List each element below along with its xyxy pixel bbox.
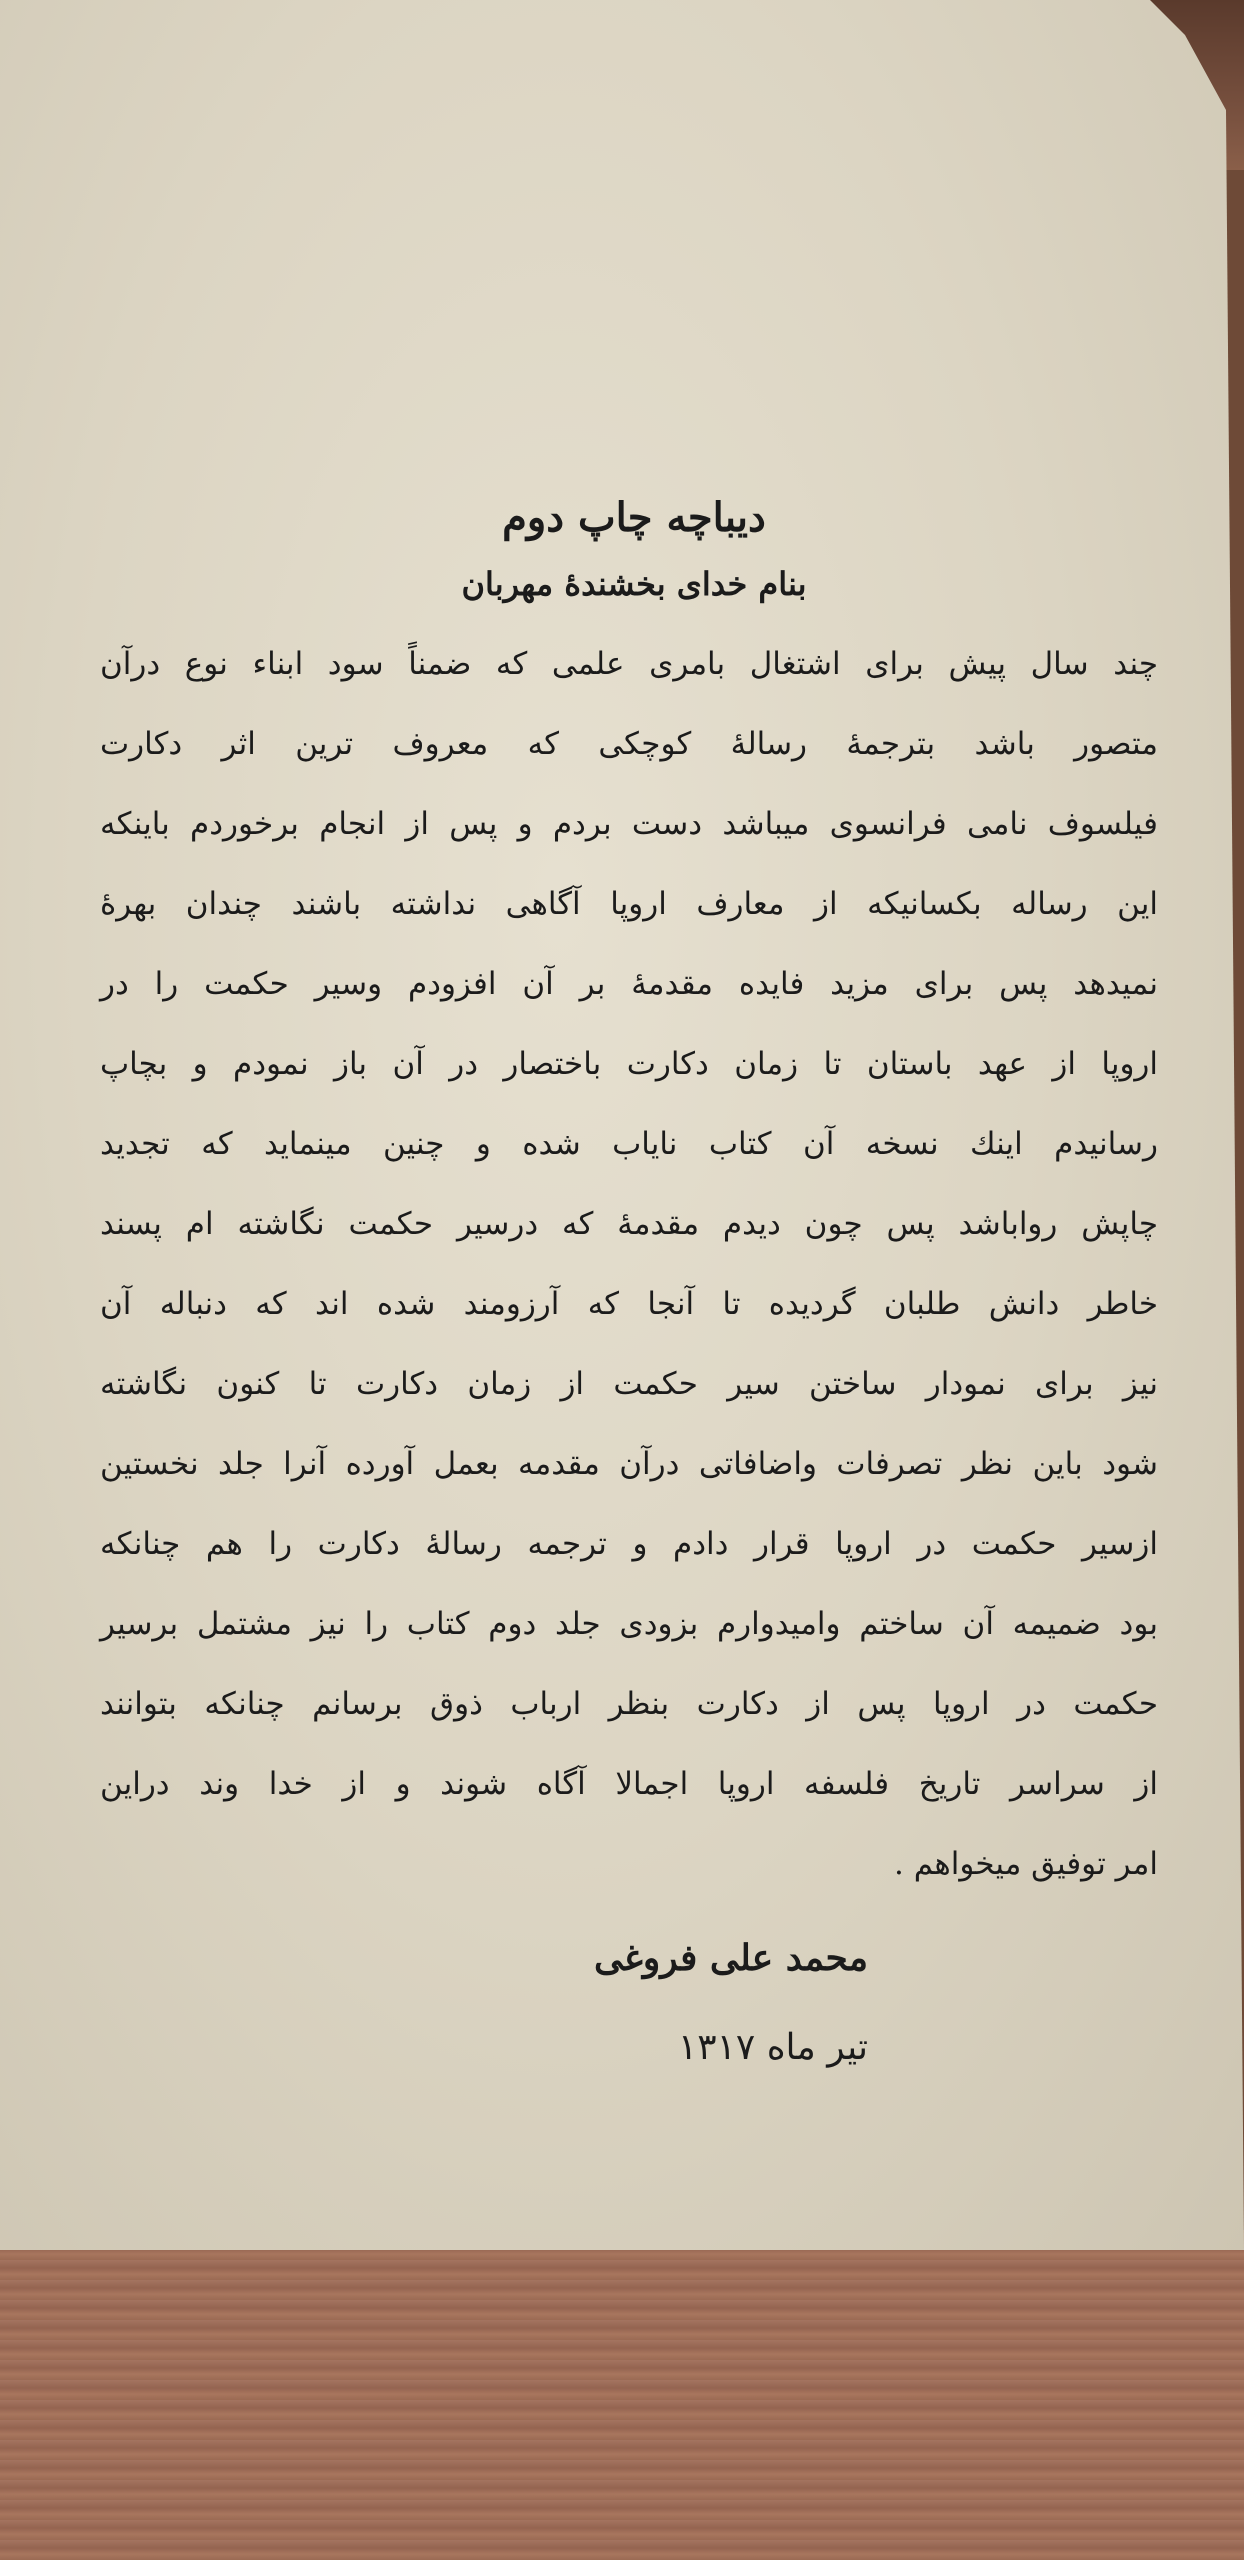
text-line: متصور باشد بترجمهٔ رسالهٔ کوچکی که معروف ترین اثر دکارت (100, 726, 1158, 762)
text-line: نمیدهد پس برای مزید فایده مقدمهٔ بر آن افزودم وسیر حکمت را در (100, 966, 1158, 1002)
text-line: اروپا از عهد باستان تا زمان دکارت باختصار در آن باز نمودم و بچاپ (100, 1046, 1158, 1082)
page-title: دیباچه چاپ دوم (502, 494, 766, 541)
text-line: چند سال پیش برای اشتغال بامری علمی که ضمناً سود ابناء نوع درآن (100, 646, 1158, 682)
author-signature: محمد علی فروغی (594, 1937, 868, 1979)
date-line: تیر ماه ۱۳۱۷ (677, 2027, 868, 2068)
wooden-table-surface (0, 2230, 1244, 2560)
text-line: شود باین نظر تصرفات واضافاتی درآن مقدمه بعمل آورده آنرا جلد نخستین (100, 1446, 1158, 1482)
text-line: بود ضمیمه آن ساختم وامیدوارم بزودی جلد دوم کتاب را نیز مشتمل برسیر (100, 1606, 1158, 1642)
text-line: خاطر دانش طلبان گردیده تا آنجا که آرزومند شده اند که دنباله آن (100, 1286, 1158, 1322)
text-line: چاپش رواباشد پس چون دیدم مقدمهٔ که درسیر حکمت نگاشته ام پسند (100, 1206, 1158, 1242)
page-content (100, 490, 1168, 2078)
text-line: ازسیر حکمت در اروپا قرار دادم و ترجمه رسالهٔ دکارت را هم چنانکه (100, 1526, 1158, 1562)
text-line: فیلسوف نامی فرانسوی میباشد دست بردم و پس از انجام برخوردم باینکه (100, 806, 1158, 842)
text-line: رسانیدم اینك نسخه آن کتاب نایاب شده و چنین مینماید که تجدید (100, 1126, 1158, 1162)
text-line: حکمت در اروپا پس از دکارت بنظر ارباب ذوق برسانم چنانکه بتوانند (100, 1686, 1158, 1722)
invocation-heading: بنام خدای بخشندهٔ مهربان (461, 565, 807, 603)
text-line: نیز برای نمودار ساختن سیر حکمت از زمان دکارت تا کنون نگاشته (100, 1366, 1158, 1402)
text-line: امر توفیق میخواهم . (894, 1846, 1158, 1882)
text-line: از سراسر تاریخ فلسفه اروپا اجمالا آگاه شوند و از خدا وند دراین (100, 1766, 1158, 1802)
text-line: این رساله بکسانیکه از معارف اروپا آگاهی نداشته باشند چندان بهرهٔ (100, 886, 1158, 922)
body-text (100, 624, 1168, 1904)
